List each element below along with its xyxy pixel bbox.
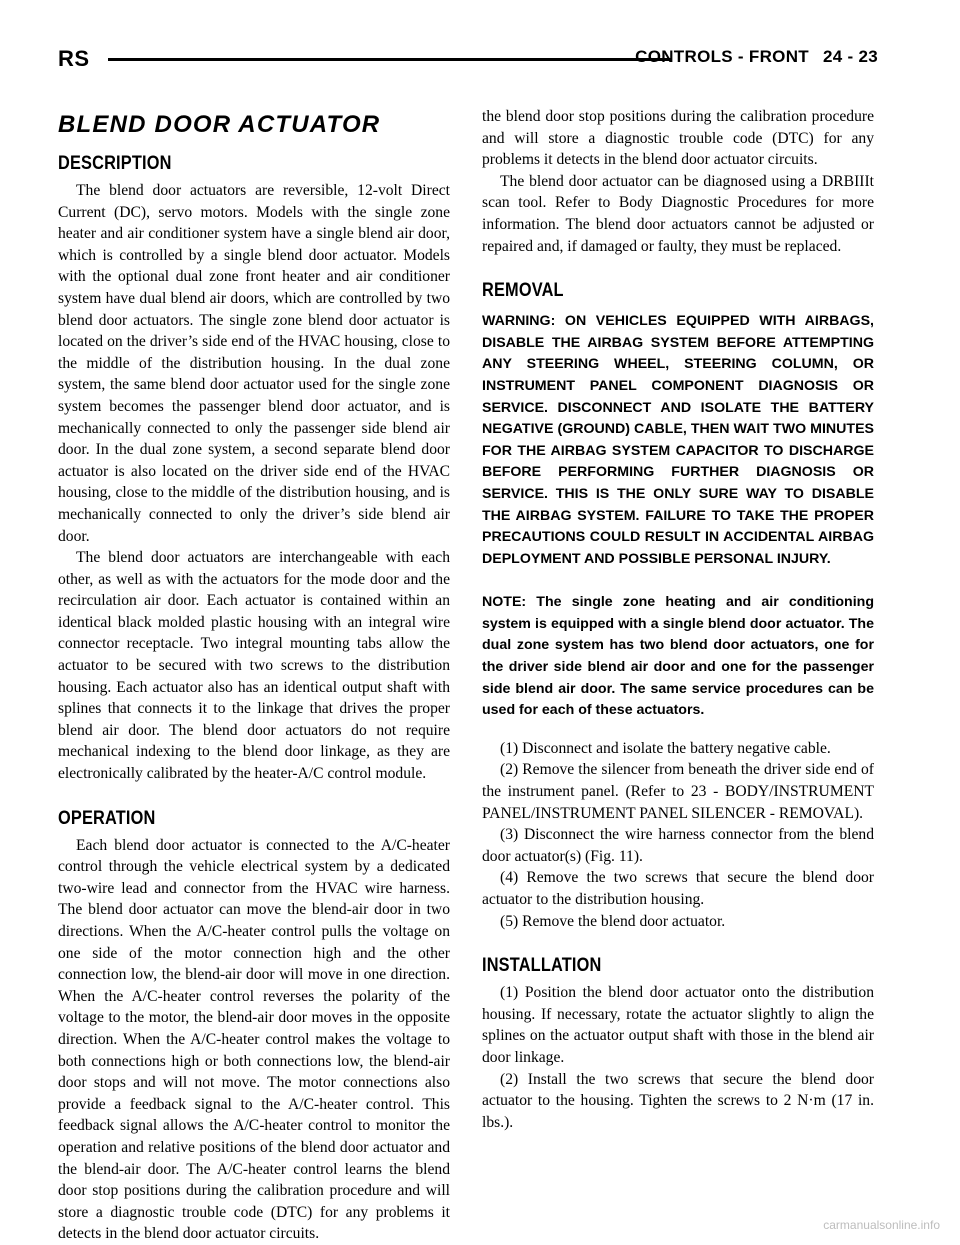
description-paragraph: The blend door actuators are interchangeable with each other, as well as with the actuators for the mode door and the recirculation air door. Each actuator is contained within an identical black molded plastic housing with an integral wire connector receptacle. Two integral mounting tabs allow the actuator to be secured with two screws to the distribution housing. Each actuator also has an identical output shaft with splines that connects it to the linkage that drives the proper blend air door. The blend door actuators do not require mechanical indexing to the blend door linkage, as they are electronically calibrated by the heater-A/C control module. (58, 549, 450, 783)
left-column (58, 110, 450, 1245)
removal-step: (3) Disconnect the wire harness connector from the blend door actuator(s) (Fig. 11). (482, 826, 874, 865)
right-column (482, 106, 874, 1133)
removal-step: (5) Remove the blend door actuator. (500, 912, 726, 930)
installation-heading: INSTALLATION (482, 955, 602, 977)
description-heading: DESCRIPTION (58, 153, 172, 174)
header-rule (108, 58, 672, 61)
page-title: BLEND DOOR ACTUATOR (58, 111, 381, 138)
note-text: NOTE: The single zone heating and air conditioning system is equipped with a single blend door actuator. The dual zone system has two blend door actuators, one for the driver side blend air door and one for the passenger side blend air door. The same service procedures can be used for each of these actuators. (482, 594, 874, 719)
removal-step: (4) Remove the two screws that secure the blend door actuator to the distribution housing. (482, 869, 874, 908)
installation-step: (2) Install the two screws that secure the blend door actuator to the housing. Tighten the screws to 2 N·m (17 in. lbs.). (482, 1070, 874, 1131)
header-right (635, 47, 878, 67)
vehicle-code: RS (58, 46, 90, 71)
watermark: carmanualsonline.info (823, 1218, 940, 1232)
operation-paragraph-continued: the blend door stop positions during the calibration procedure and will store a diagnostic trouble code (DTC) for any problems it detects in the blend door actuator circuits. (482, 108, 874, 169)
operation-paragraph: Each blend door actuator is connected to the A/C-heater control through the vehicle electrical system by a dedicated two-wire lead and connector from the HVAC wire harness. The blend door actuator can move the blend-air door in two directions. When the A/C-heater control pulls the voltage on one side of the motor connection high and the other connection low, the blend-air door will move in one direction. When the A/C-heater control reverses the polarity of the voltage to the motor, the blend-air door moves in the opposite direction. When the A/C-heater control makes the voltage to both connections high or both connections low, the blend-air door stops and will not move. The motor connections also provide a feedback signal to the A/C-heater control. This feedback signal allows the A/C-heater control to monitor the operation and relative positions of the blend door actuator and the blend-air door. The A/C-heater control learns the blend door stop positions during the calibration procedure and will store a diagnostic trouble code (DTC) for any problems it detects in the blend door actuator circuits. (58, 836, 450, 1243)
removal-step: (1) Disconnect and isolate the battery negative cable. (500, 739, 831, 757)
removal-step: (2) Remove the silencer from beneath the driver side end of the instrument panel. (Refer to 23 - BODY/INSTRUMENT PANEL/INSTRUMENT PANEL SILENCER - REMOVAL). (482, 761, 874, 822)
operation-paragraph: The blend door actuator can be diagnosed using a DRBIIIt scan tool. Refer to Body Diagnostic Procedures for more information. The blend door actuators cannot be adjusted or repaired and, if damaged or faulty, they must be replaced. (482, 172, 874, 255)
section-name: CONTROLS - FRONT (635, 47, 809, 66)
installation-step: (1) Position the blend door actuator onto the distribution housing. If necessary, rotate the actuator slightly to align the splines on the actuator output shaft with those in the blend air door linkage. (482, 984, 874, 1066)
page-header (58, 40, 878, 74)
page-number: 24 - 23 (822, 47, 878, 66)
operation-heading: OPERATION (58, 807, 156, 829)
removal-heading: REMOVAL (482, 280, 564, 302)
warning-text: WARNING: ON VEHICLES EQUIPPED WITH AIRBAGS, DISABLE THE AIRBAG SYSTEM BEFORE ATTEMPTING ANY STEERING WHEEL, STEERING COLUMN, OR INSTRUMENT PANEL COMPONENT DIAGNOSIS OR SERVICE. DISCONNECT AND ISOLATE THE BATTERY NEGATIVE (GROUND) CABLE, THEN WAIT TWO MINUTES FOR THE AIRBAG SYSTEM CAPACITOR TO DISCHARGE BEFORE PERFORMING FURTHER DIAGNOSIS OR SERVICE. THIS IS THE ONLY SURE WAY TO DISABLE THE AIRBAG SYSTEM. FAILURE TO TAKE THE PROPER PRECAUTIONS COULD RESULT IN ACCIDENTAL AIRBAG DEPLOYMENT AND POSSIBLE PERSONAL INJURY. (482, 313, 874, 567)
description-paragraph: The blend door actuators are reversible, 12-volt Direct Current (DC), servo motors. Models with the single zone heater and air conditioner system have a single blend air door, which is controlled by a single blend door actuator. Models with the optional dual zone front heater and air conditioner system have dual blend air doors, which are controlled by two blend door actuators. The single zone blend door actuator is located on the driver’s side end of the HVAC housing, close to the middle of the distribution housing. In the dual zone system, the same blend door actuator used for the single zone system becomes the passenger blend door actuator, and is mechanically connected to only the passenger side blend air door. In the dual zone system, a second separate blend door actuator is also located on the driver side end of the HVAC housing, close to the middle of the distribution housing, and is mechanically connected to only the driver’s side blend air door. (58, 182, 450, 545)
